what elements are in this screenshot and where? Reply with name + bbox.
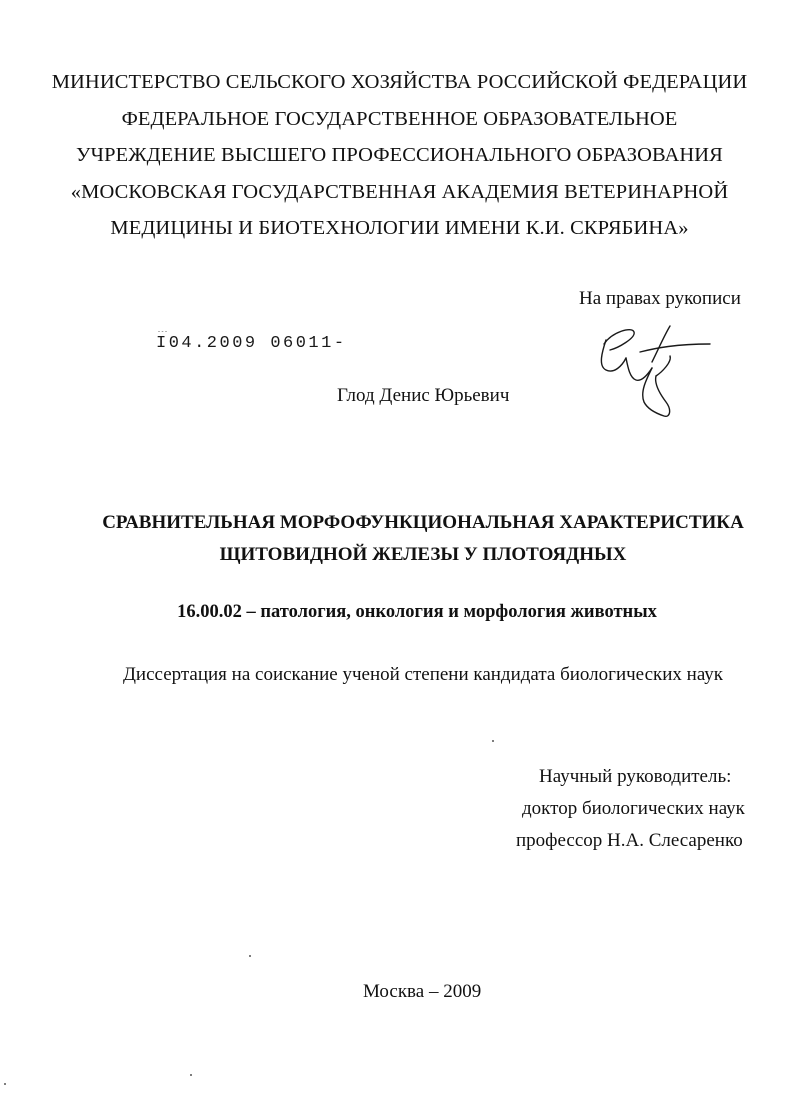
scan-speck <box>249 955 251 957</box>
author-name: Глод Денис Юрьевич <box>337 385 510 406</box>
dissertation-note: Диссертация на соискание ученой степени кандидата биологических наук <box>122 664 724 685</box>
title-line-2: ЩИТОВИДНОЙ ЖЕЛЕЗЫ У ПЛОТОЯДНЫХ <box>219 544 627 565</box>
dissertation-title <box>0 507 799 571</box>
supervisor-name: профессор Н.А. Слесаренко <box>516 830 743 851</box>
rights-note: На правах рукописи <box>579 288 741 309</box>
stamp-mark: - - - <box>158 329 167 335</box>
registry-stamp: I04.2009 06011- <box>156 334 347 353</box>
scan-speck <box>4 1083 6 1085</box>
header-line-ministry: МИНИСТЕРСТВО СЕЛЬСКОГО ХОЗЯЙСТВА РОССИЙСКОЙ ФЕДЕРАЦИИ <box>51 71 748 93</box>
city-year: Москва – 2009 <box>363 981 482 1002</box>
specialty-code: 16.00.02 – патология, онкология и морфология животных <box>177 602 657 622</box>
header-line-institution: УЧРЕЖДЕНИЕ ВЫСШЕГО ПРОФЕССИОНАЛЬНОГО ОБРАЗОВАНИЯ <box>76 144 723 166</box>
institution-header <box>0 64 799 247</box>
header-line-federal: ФЕДЕРАЛЬНОЕ ГОСУДАРСТВЕННОЕ ОБРАЗОВАТЕЛЬНОЕ <box>121 107 678 130</box>
scan-speck <box>492 740 494 742</box>
supervisor-degree: доктор биологических наук <box>522 798 745 819</box>
scan-speck <box>190 1074 192 1076</box>
supervisor-label: Научный руководитель: <box>539 766 732 787</box>
title-line-1: СРАВНИТЕЛЬНАЯ МОРФОФУНКЦИОНАЛЬНАЯ ХАРАКТЕРИСТИКА <box>102 512 744 533</box>
header-line-academy-name: МЕДИЦИНЫ И БИОТЕХНОЛОГИИ ИМЕНИ К.И. СКРЯБИНА» <box>110 217 689 239</box>
handwritten-signature <box>592 322 716 422</box>
header-line-academy: «МОСКОВСКАЯ ГОСУДАРСТВЕННАЯ АКАДЕМИЯ ВЕТЕРИНАРНОЙ <box>70 180 729 203</box>
